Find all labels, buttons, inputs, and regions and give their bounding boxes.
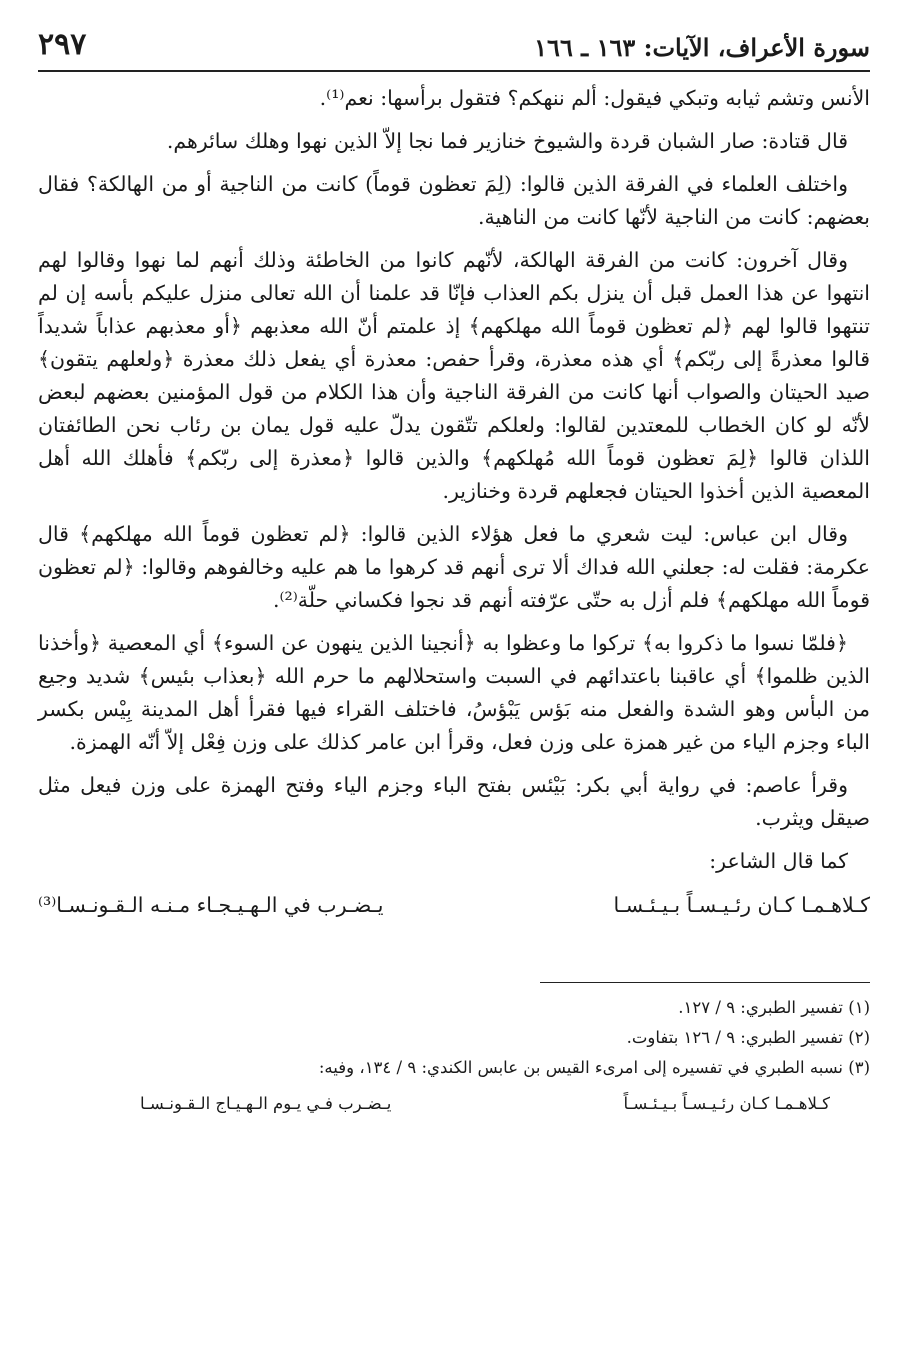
paragraph: ﴿فلمّا نسوا ما ذكروا به﴾ تركوا ما وعظوا به ﴿أنجينا الذين ينهون عن السوء﴾ أي المعصية ﴿وأخذنا الذين ظلموا﴾ أي عاقبنا باعتدائهم في السبت واستحلالهم ما حرم الله ﴿بعذاب بئيس﴾ شديد وجيع من البأس وهو الشدة والفعل منه بَؤس يَبْؤسُ، فاختلف القراء فيها فقرأ أهل المدينة بِيْس بكسر الباء وجزم الياء من غير همزة على وزن فعل، وقرأ ابن عامر كذلك على وزن فِعْل إلاّ أنّه الهمزة.: [38, 631, 870, 754]
poem-verse: [38, 888, 870, 922]
paragraph: وقال ابن عباس: ليت شعري ما فعل هؤلاء الذين قالوا: ﴿لم تعظون قوماً الله مهلكهم﴾ قال عكرمة: فقلت له: جعلني الله فداك ألا ترى أنهم قد كرهوا ما هم عليه وخالفوهم وقالوا: ﴿لم تعظون قوماً الله مهلكهم﴾ فلم أزل به حتّى عرّفته أنهم قد نجوا فكساني حلّة⁽²⁾.: [38, 522, 870, 612]
footnote-1: (١) تفسير الطبري: ٩ / ١٢٧.: [678, 998, 870, 1017]
page-header: [38, 22, 870, 72]
paragraph: الأنس وتشم ثيابه وتبكي فيقول: ألم ننهكم؟ فتقول برأسها: نعم⁽¹⁾.: [319, 86, 870, 110]
footnote-3: (٣) نسبه الطبري في تفسيره إلى امرىء القيس بن عابس الكندي: ٩ / ١٣٤، وفيه:: [318, 1058, 870, 1077]
paragraph: وقال آخرون: كانت من الفرقة الهالكة، لأنّهم كانوا من الخاطئة وذلك أنهم لما نهوا وقالوا لهم انتهوا عن هذا العمل قبل أن ينزل بكم العذاب فإنّا قد علمنا أن الله تعالى منزل عليكم بأسه إن لم تنتهوا قالوا لهم ﴿لم تعظون قوماً الله مهلكهم﴾ إذ علمتم أنّ الله معذبهم ﴿أو معذبهم عذاباً شديداً قالوا معذرةً إلى ربّكم﴾ أي هذه معذرة، وقرأ حفص: معذرة أي يفعل ذلك معذرة ﴿ولعلهم يتقون﴾ صيد الحيتان والصواب أنها كانت من الفرقة الناجية وأن هذا الكلام من قول المؤمنين بعضهم لبعض لأنّه لو كان الخطاب للمعتدين لقالوا: ولعلكم تتّقون يدلّ عليه قول يمان بن رئاب نحن الطائفتان اللذان قالوا ﴿لِمَ تعظون قوماً الله مُهلكهم﴾ والذين قالوا ﴿معذرة إلى ربّكم﴾ فأهلك الله أهل المعصية الذين أخذوا الحيتان فجعلهم قردة وخنازير.: [38, 248, 870, 503]
surah-title: سورة الأعراف، الآيات: ١٦٣ ـ ١٦٦: [534, 33, 870, 62]
page-body: [38, 82, 870, 922]
paragraph: كما قال الشاعر:: [709, 849, 848, 873]
footnotes: [38, 993, 870, 1119]
paragraph: واختلف العلماء في الفرقة الذين قالوا: (لِمَ تعظون قوماً) كانت من الناجية أو من الهالكة؟ فقال بعضهم: كانت من الناجية لأنّها كانت من الناهية.: [38, 172, 870, 229]
paragraph: وقرأ عاصم: في رواية أبي بكر: بَيْئس بفتح الباء وجزم الياء وفتح الهمزة على وزن فيعل مثل صيقل ويثرب.: [38, 773, 870, 830]
page-number: ٢٩٧: [38, 27, 87, 62]
poem-hemistich-right: كـلاهـمـا كـان رئـيـسـاً بـيـئـسـا: [613, 893, 870, 917]
footnote-poem-right: كـلاهـمـا كـان رئـيـسـاً بـيـئـسـاً: [623, 1094, 830, 1113]
poem-hemistich-left: يـضـرب في الـهـيـجـاء مـنـه الـقـونـسـا⁽³⁾: [38, 893, 384, 917]
footnote-poem-verse: [140, 1089, 830, 1119]
footnote-divider: [540, 982, 870, 983]
paragraph: قال قتادة: صار الشبان قردة والشيوخ خنازير فما نجا إلاّ الذين نهوا وهلك سائرهم.: [166, 129, 848, 153]
footnote-2: (٢) تفسير الطبري: ٩ / ١٢٦ بتفاوت.: [626, 1028, 870, 1047]
footnote-poem-left: يـضـرب فـي يـوم الـهـيـاج الـقـونـسـا: [140, 1094, 392, 1113]
